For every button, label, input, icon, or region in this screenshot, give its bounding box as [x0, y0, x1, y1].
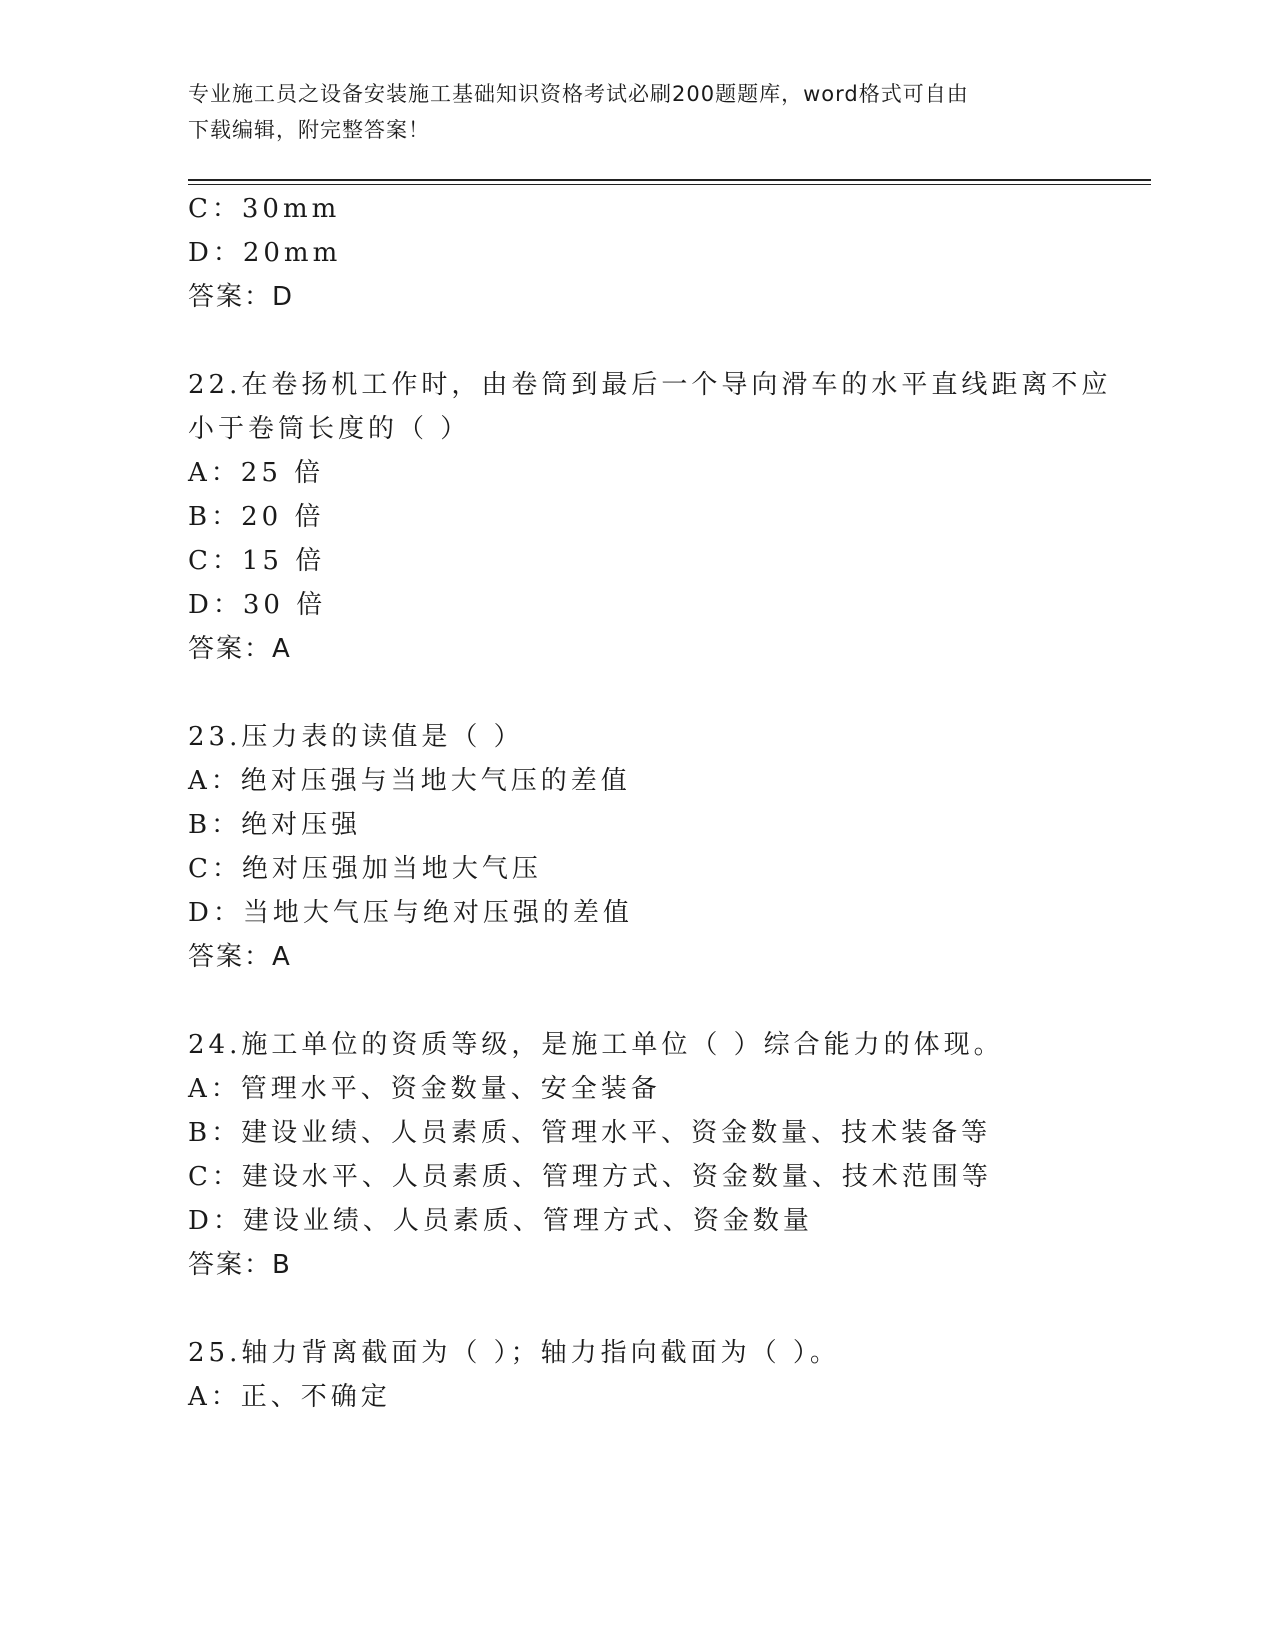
q21-answer: 答案：D — [188, 282, 295, 312]
q23-option-c: C：绝对压强加当地大气压 — [188, 854, 542, 884]
q22-option-c: C：15 倍 — [188, 546, 326, 576]
q21-option-d: D：20mm — [188, 238, 342, 268]
header-line-1: 专业施工员之设备安装施工基础知识资格考试必刷200题题库，word格式可自由 — [188, 82, 969, 106]
header-divider-thin — [188, 184, 1151, 185]
q23-option-d: D：当地大气压与绝对压强的差值 — [188, 898, 633, 928]
q23-answer: 答案：A — [188, 942, 292, 972]
q24-stem: 24.施工单位的资质等级，是施工单位（ ）综合能力的体现。 — [188, 1030, 1004, 1060]
q25-stem: 25.轴力背离截面为（ ）；轴力指向截面为（ ）。 — [188, 1338, 840, 1368]
q22-option-a: A：25 倍 — [188, 458, 325, 488]
q25-option-a: A：正、不确定 — [188, 1382, 391, 1412]
q24-option-c: C：建设水平、人员素质、管理方式、资金数量、技术范围等 — [188, 1162, 992, 1192]
q22-option-d: D：30 倍 — [188, 590, 327, 620]
q22-stem-line-2: 小于卷筒长度的（ ） — [188, 414, 471, 444]
q23-option-b: B：绝对压强 — [188, 810, 362, 840]
header-line-2: 下载编辑，附完整答案！ — [188, 118, 430, 142]
q22-option-b: B：20 倍 — [188, 502, 325, 532]
q24-option-a: A：管理水平、资金数量、安全装备 — [188, 1074, 661, 1104]
q24-answer: 答案：B — [188, 1250, 292, 1280]
q23-stem: 23.压力表的读值是（ ） — [188, 722, 524, 752]
q24-option-b: B：建设业绩、人员素质、管理水平、资金数量、技术装备等 — [188, 1118, 992, 1148]
q23-option-a: A：绝对压强与当地大气压的差值 — [188, 766, 631, 796]
q22-answer: 答案：A — [188, 634, 292, 664]
q21-option-c: C：30mm — [188, 194, 341, 224]
header-divider-thick — [188, 179, 1151, 181]
q22-stem-line-1: 22.在卷扬机工作时，由卷筒到最后一个导向滑车的水平直线距离不应 — [188, 370, 1112, 400]
document-header — [188, 76, 1088, 148]
q24-option-d: D：建设业绩、人员素质、管理方式、资金数量 — [188, 1206, 813, 1236]
